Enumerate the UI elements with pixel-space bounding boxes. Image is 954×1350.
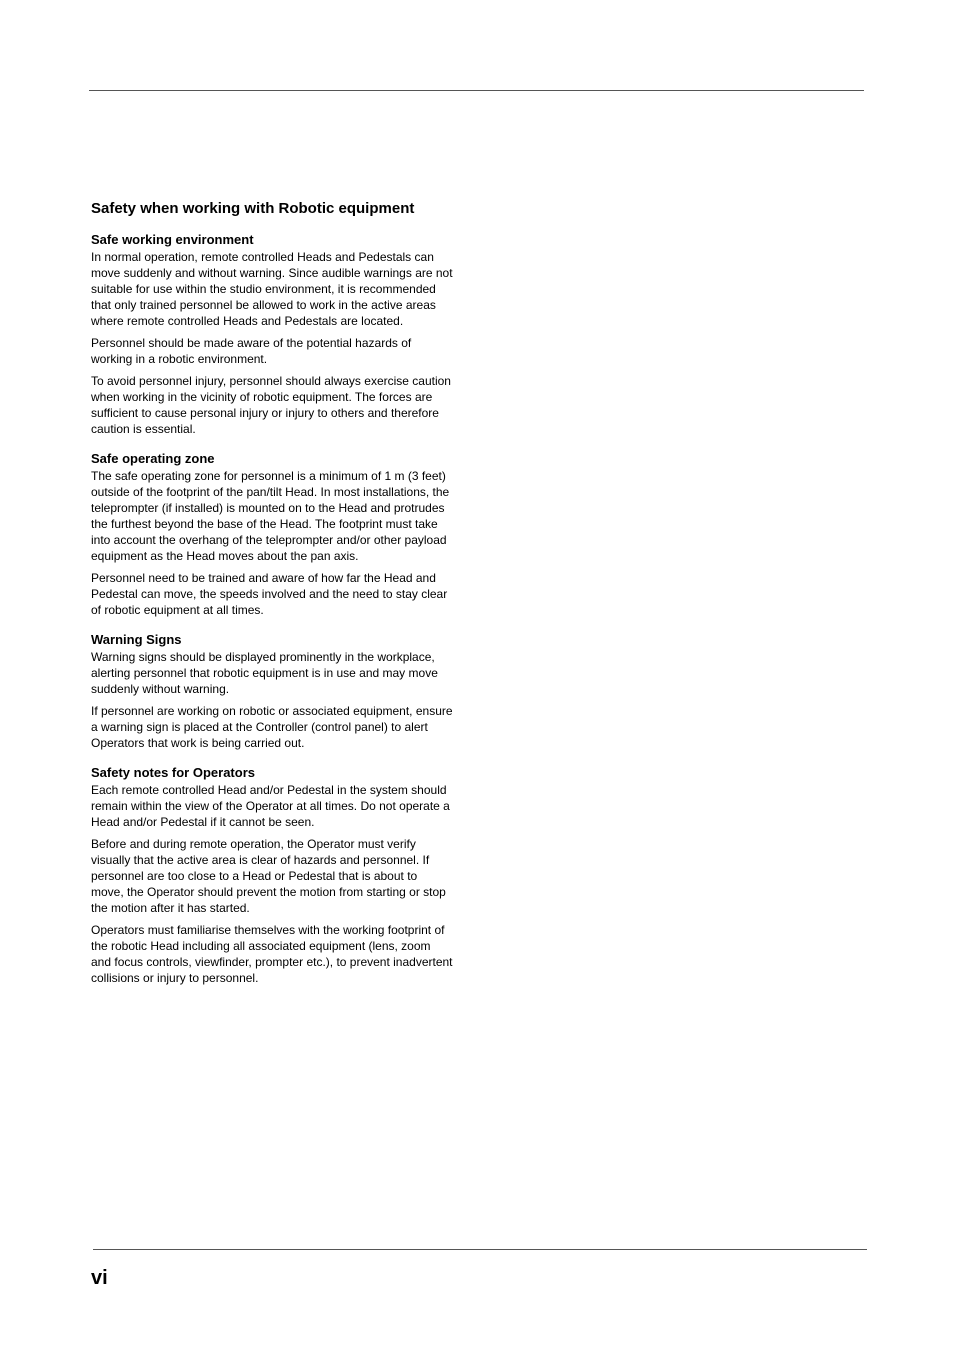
paragraph: If personnel are working on robotic or associated equipment, ensure a warning sign is placed at the Controller (control panel) to alert Operators that work is being carried out. — [91, 704, 453, 750]
section-heading: Safety notes for Operators — [91, 765, 255, 780]
paragraph: Before and during remote operation, the Operator must verify visually that the active area is clear of hazards and personnel. If personnel are too close to a Head or Pedestal that is about to move, the Operator should prevent the motion from starting or stop the motion after it has started. — [91, 837, 446, 915]
page-number: vi — [91, 1267, 108, 1289]
paragraph: Each remote controlled Head and/or Pedestal in the system should remain within the view of the Operator at all times. Do not operate a Head and/or Pedestal if it cannot be seen. — [91, 783, 450, 829]
paragraph: In normal operation, remote controlled Heads and Pedestals can move suddenly and without warning. Since audible warnings are not suitable for use within the studio environment, it is recommended that only trained personnel be allowed to work in the active areas where remote controlled Heads and Pedestals are located. — [91, 250, 453, 328]
section-warning-signs — [91, 632, 453, 751]
paragraph: To avoid personnel injury, personnel should always exercise caution when working in the vicinity of robotic equipment. The forces are sufficient to cause personal injury or injury to others and therefore caution is essential. — [91, 374, 451, 436]
section-heading: Safe operating zone — [91, 451, 215, 466]
section-heading: Safe working environment — [91, 232, 254, 247]
paragraph: Warning signs should be displayed prominently in the workplace, alerting personnel that robotic equipment is in use and may move suddenly without warning. — [91, 650, 438, 696]
paragraph: Operators must familiarise themselves with the working footprint of the robotic Head including all associated equipment (lens, zoom and focus controls, viewfinder, prompter etc.), to prevent inadvertent collisions or injury to personnel. — [91, 923, 453, 985]
paragraph: The safe operating zone for personnel is a minimum of 1 m (3 feet) outside of the footprint of the pan/tilt Head. In most installations, the teleprompter (if installed) is mounted on to the Head and protrudes the furthest beyond the base of the Head. The footprint must take into account the overhang of the teleprompter and/or other payload equipment as the Head moves about the pan axis. — [91, 469, 450, 563]
page-content — [91, 199, 453, 1000]
section-safety-notes-operators — [91, 765, 453, 986]
paragraph: Personnel should be made aware of the potential hazards of working in a robotic environment. — [91, 336, 412, 366]
footer-rule — [93, 1249, 867, 1250]
paragraph: Personnel need to be trained and aware of how far the Head and Pedestal can move, the speeds involved and the need to stay clear of robotic equipment at all times. — [91, 571, 448, 617]
section-heading: Warning Signs — [91, 632, 182, 647]
page-title: Safety when working with Robotic equipment — [91, 200, 415, 217]
header-rule — [89, 90, 864, 91]
section-safe-operating-zone — [91, 451, 453, 618]
section-safe-working-environment — [91, 232, 453, 437]
